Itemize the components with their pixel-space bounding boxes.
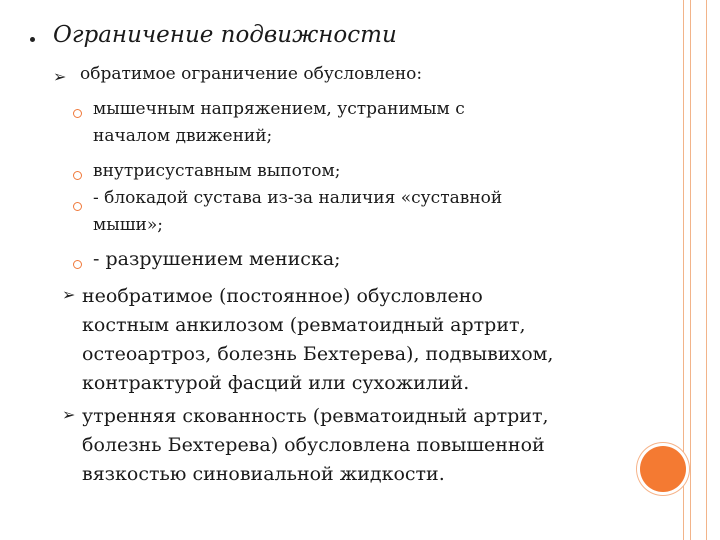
circle-bullet-icon bbox=[73, 109, 82, 118]
list-item-line: необратимое (постоянное) обусловлено bbox=[82, 285, 483, 307]
circle-bullet-icon bbox=[73, 202, 82, 211]
arrow-bullet-icon: ➢ bbox=[53, 67, 67, 86]
list-item-line: контрактурой фасций или сухожилий. bbox=[82, 372, 470, 394]
list-item-line: утренняя скованность (ревматоидный артрит, bbox=[82, 405, 549, 427]
list-item-line: костным анкилозом (ревматоидный артрит, bbox=[82, 314, 526, 336]
decorative-circle bbox=[640, 446, 686, 492]
sub-item-line: мыши»; bbox=[93, 215, 164, 235]
list-item bbox=[82, 282, 553, 398]
sub-item-line: началом движений; bbox=[93, 126, 273, 146]
arrow-bullet-icon: ➢ bbox=[62, 285, 76, 304]
list-item: обратимое ограничение обусловлено: bbox=[80, 64, 423, 84]
sub-item: - разрушением мениска; bbox=[93, 248, 341, 270]
list-item bbox=[82, 402, 549, 489]
list-item-line: вязкостью синовиальной жидкости. bbox=[82, 463, 445, 485]
bullet-dot-icon bbox=[30, 37, 35, 42]
list-item-line: болезнь Бехтерева) обусловлена повышенной bbox=[82, 434, 545, 456]
frame-line bbox=[706, 0, 707, 540]
list-item-line: остеоартроз, болезнь Бехтерева), подвывихом, bbox=[82, 343, 554, 365]
slide-title: Ограничение подвижности bbox=[53, 22, 397, 48]
sub-item-line: - блокадой сустава из-за наличия «суставной bbox=[93, 188, 503, 208]
circle-bullet-icon bbox=[73, 260, 82, 269]
sub-item bbox=[93, 185, 502, 239]
circle-bullet-icon bbox=[73, 171, 82, 180]
sub-item bbox=[93, 96, 465, 150]
sub-item-line: мышечным напряжением, устранимым с bbox=[93, 99, 465, 119]
sub-item: внутрисуставным выпотом; bbox=[93, 161, 341, 181]
frame-line bbox=[690, 0, 691, 540]
arrow-bullet-icon: ➢ bbox=[62, 405, 76, 424]
